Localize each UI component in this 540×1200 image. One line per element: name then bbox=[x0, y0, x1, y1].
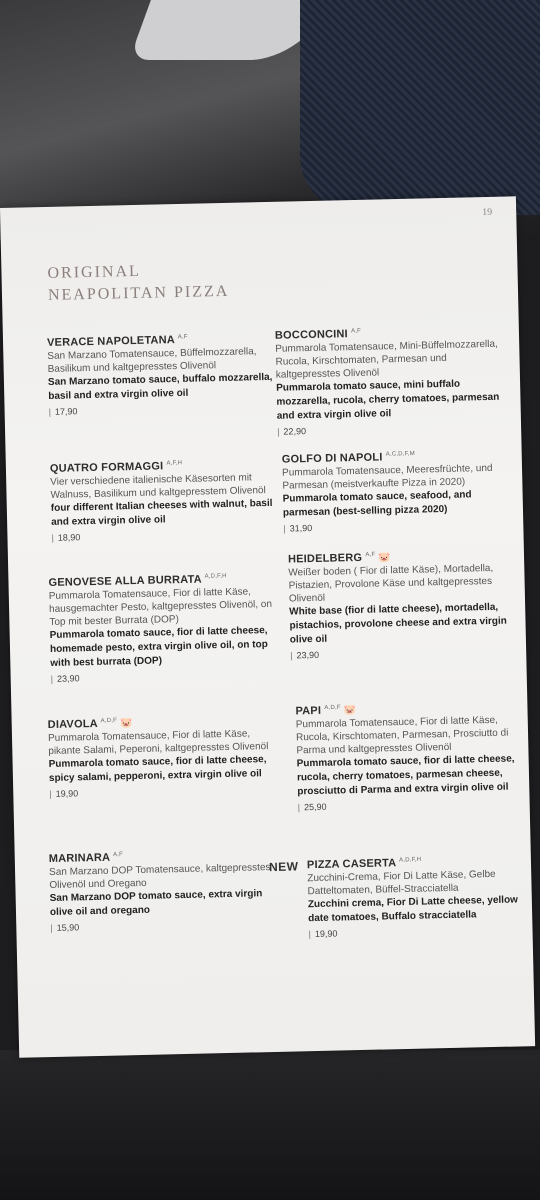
item-description-de: Pummarola Tomatensauce, Mini-Büffelmozzarella, Rucola, Kirschtomaten, Parmesan und kaltgepresstes Olivenöl bbox=[275, 338, 498, 381]
item-name: HEIDELBERG bbox=[287, 551, 363, 566]
item-price: | 22,90 bbox=[277, 422, 509, 437]
item-name: MARINARA bbox=[48, 851, 110, 866]
page-number: 19 bbox=[482, 206, 493, 219]
pig-icon: 🐷 bbox=[343, 705, 357, 717]
item-price: | 23,90 bbox=[290, 645, 522, 660]
menu-item-papi bbox=[295, 700, 529, 812]
item-price: | 19,90 bbox=[308, 924, 540, 939]
menu-item-quatro-formaggi bbox=[50, 458, 284, 543]
item-allergens: A,D,F bbox=[324, 704, 341, 712]
menu-page bbox=[0, 196, 535, 1057]
item-price: | 25,90 bbox=[298, 797, 530, 812]
item-allergens: A,F bbox=[350, 328, 362, 335]
item-name: PAPI bbox=[295, 704, 322, 718]
item-description-de: Pummarola Tomatensauce, Meeresfrüchte, und Parmesan (meistverkaufte Pizza in 2020) bbox=[281, 462, 493, 492]
item-description-en: San Marzano tomato sauce, buffalo mozzarella, basil and extra virgin olive oil bbox=[47, 371, 273, 402]
item-description-en: Pummarola tomato sauce, fior di latte cheese, rucola, cherry tomatoes, parmesan cheese, prosciutto di Parma and extra virgin olive oil bbox=[296, 753, 515, 798]
item-description-de: Zucchini-Crema, Fior Di Latte Käse, Gelbe Datteltomaten, Büffel-Stracciatella bbox=[307, 868, 496, 898]
menu-item-pizza-caserta bbox=[307, 854, 540, 939]
item-description-de: Pummarola Tomatensauce, Fior di latte Käse, pikante Salami, Peperoni, kaltgepresstes Olivenöl bbox=[47, 728, 269, 758]
item-description-en: San Marzano DOP tomato sauce, extra virgin olive oil and oregano bbox=[49, 888, 263, 919]
item-name: GOLFO DI NAPOLI bbox=[281, 451, 383, 466]
menu-item-genovese-alla-burrata bbox=[48, 572, 282, 684]
item-description-de: Vier verschiedene italienische Käsesorten mit Walnuss, Basilikum und kaltgepresstem Olivenöl bbox=[50, 472, 266, 501]
title-line-2: NEAPOLITAN PIZZA bbox=[47, 282, 230, 304]
background-floor bbox=[0, 1050, 540, 1200]
item-name: PIZZA CASERTA bbox=[306, 857, 397, 872]
menu-item-golfo-di-napoli bbox=[282, 448, 516, 533]
item-description-en: Pummarola tomato sauce, fior di latte cheese, spicy salami, pepperoni, extra virgin olive oil bbox=[48, 754, 267, 785]
item-name: QUATRO FORMAGGI bbox=[49, 460, 164, 475]
item-price: | 18,90 bbox=[51, 528, 283, 543]
pig-icon: 🐷 bbox=[378, 552, 392, 564]
item-allergens: A,F bbox=[365, 551, 376, 559]
item-description-de: San Marzano DOP Tomatensauce, kaltgepresstes Olivenöl und Oregano bbox=[48, 862, 271, 892]
item-description-de: Pummarola Tomatensauce, Fior di latte Käse, Rucola, Kirschtomaten, Parmesan, Prosciutto di Parma und kaltgepresstes Olivenöl bbox=[295, 714, 509, 757]
page-title bbox=[47, 259, 229, 307]
item-price: | 15,90 bbox=[50, 918, 282, 933]
title-line-1: ORIGINAL bbox=[47, 262, 141, 282]
item-description-en: Pummarola tomato sauce, seafood, and parmesan (best-selling pizza 2020) bbox=[282, 489, 472, 519]
background-cushion bbox=[300, 0, 540, 215]
item-description-en: White base (fior di latte cheese), mortadella, pistachios, provolone cheese and extra virgin olive oil bbox=[289, 601, 507, 646]
item-allergens: A,F bbox=[177, 334, 188, 341]
menu-item-verace-napoletana bbox=[47, 332, 281, 417]
item-allergens: A,D,F,H bbox=[204, 573, 227, 580]
item-allergens: A,D,F bbox=[100, 717, 118, 725]
item-description-en: Pummarola tomato sauce, fior di latte cheese, homemade pesto, extra virgin olive oil, on top with best burrata (DOP) bbox=[49, 625, 268, 669]
item-name: GENOVESE ALLA BURRATA bbox=[48, 573, 202, 589]
menu-item-diavola bbox=[48, 714, 282, 799]
new-badge: NEW bbox=[268, 859, 299, 875]
item-allergens: A,C,D,F,M bbox=[385, 450, 415, 458]
item-name: DIAVOLA bbox=[47, 717, 98, 732]
pig-icon: 🐷 bbox=[119, 718, 133, 730]
item-description-en: Zucchini crema, Fior Di Latte cheese, yellow date tomatoes, Buffalo stracciatella bbox=[307, 894, 519, 925]
item-name: VERACE NAPOLETANA bbox=[46, 334, 175, 349]
item-price: | 17,90 bbox=[49, 402, 281, 417]
item-price: | 31,90 bbox=[283, 518, 515, 533]
item-description-en: Pummarola tomato sauce, mini buffalo mozzarella, rucola, cherry tomatoes, parmesan and extra virgin olive oil bbox=[276, 378, 500, 422]
item-description-de: Pummarola Tomatensauce, Fior di latte Käse, hausgemachter Pesto, kaltgepresstes Olivenöl, on Top mit bester Burrata (DOP) bbox=[48, 586, 273, 628]
menu-item-bocconcini bbox=[275, 325, 509, 437]
item-price: | 19,90 bbox=[49, 784, 281, 799]
item-allergens: A,D,F,H bbox=[399, 856, 422, 864]
item-price: | 23,90 bbox=[51, 669, 283, 684]
menu-item-marinara bbox=[49, 848, 283, 933]
item-description-de: Weißer boden ( Fior di latte Käse), Mortadella, Pistazien, Provolone Käse und kaltgepresstes Olivenöl bbox=[288, 562, 494, 605]
item-allergens: A,F,H bbox=[166, 460, 183, 467]
item-description-en: four different Italian cheeses with walnut, basil and extra virgin olive oil bbox=[50, 497, 273, 528]
menu-item-heidelberg bbox=[288, 548, 522, 660]
item-allergens: A,F bbox=[112, 851, 124, 858]
item-name: BOCCONCINI bbox=[274, 328, 348, 342]
item-description-de: San Marzano Tomatensauce, Büffelmozzarella, Basilikum und kaltgepresstes Olivenöl bbox=[47, 346, 257, 375]
